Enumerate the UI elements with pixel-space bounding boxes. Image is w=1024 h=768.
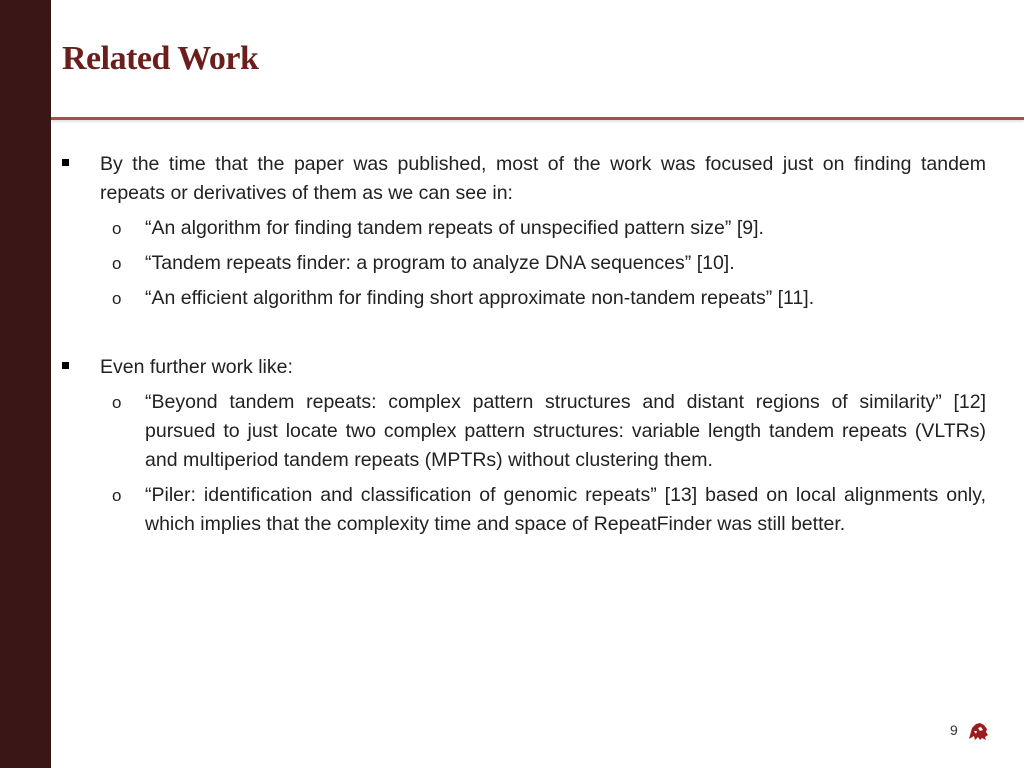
left-sidebar-bar <box>0 0 51 768</box>
circle-bullet-icon: o <box>112 254 122 273</box>
sub-bullet-text: “An efficient algorithm for finding short approximate non-tandem repeats” [11]. <box>145 287 815 309</box>
sub-bullet-text: “Beyond tandem repeats: complex pattern structures and distant regions of similarity” [12] pursued to just locate two complex pattern structures: variable length tandem repeats (VLTRs) and multiperiod tandem repeats (MPTRs) without clustering them. <box>145 391 986 471</box>
bullet-item <box>62 353 986 382</box>
bullet-item <box>62 150 986 208</box>
slide-title: Related Work <box>62 40 259 77</box>
sub-bullet-item <box>62 388 986 475</box>
spacer <box>62 313 986 353</box>
sub-bullet-text: “An algorithm for finding tandem repeats of unspecified pattern size” [9]. <box>145 217 764 239</box>
sub-bullet-text: “Tandem repeats finder: a program to analyze DNA sequences” [10]. <box>145 252 735 274</box>
circle-bullet-icon: o <box>112 486 122 505</box>
cougar-logo-icon <box>966 719 990 743</box>
sub-bullet-text: “Piler: identification and classification of genomic repeats” [13] based on local alignments only, which implies that the complexity time and space of RepeatFinder was still better. <box>145 484 986 535</box>
circle-bullet-icon: o <box>112 393 122 412</box>
sub-bullet-item <box>62 249 986 278</box>
circle-bullet-icon: o <box>112 289 122 308</box>
square-bullet-icon <box>62 362 69 369</box>
square-bullet-icon <box>62 159 69 166</box>
sub-bullet-item <box>62 481 986 539</box>
circle-bullet-icon: o <box>112 219 122 238</box>
bullet-text: By the time that the paper was published, most of the work was focused just on finding tandem repeats or derivatives of them as we can see in: <box>100 153 986 204</box>
sub-bullet-item <box>62 214 986 243</box>
bullet-text: Even further work like: <box>100 356 293 378</box>
sub-bullet-item <box>62 284 986 313</box>
title-divider <box>51 117 1024 120</box>
slide-content <box>62 150 986 539</box>
page-number: 9 <box>950 722 958 738</box>
